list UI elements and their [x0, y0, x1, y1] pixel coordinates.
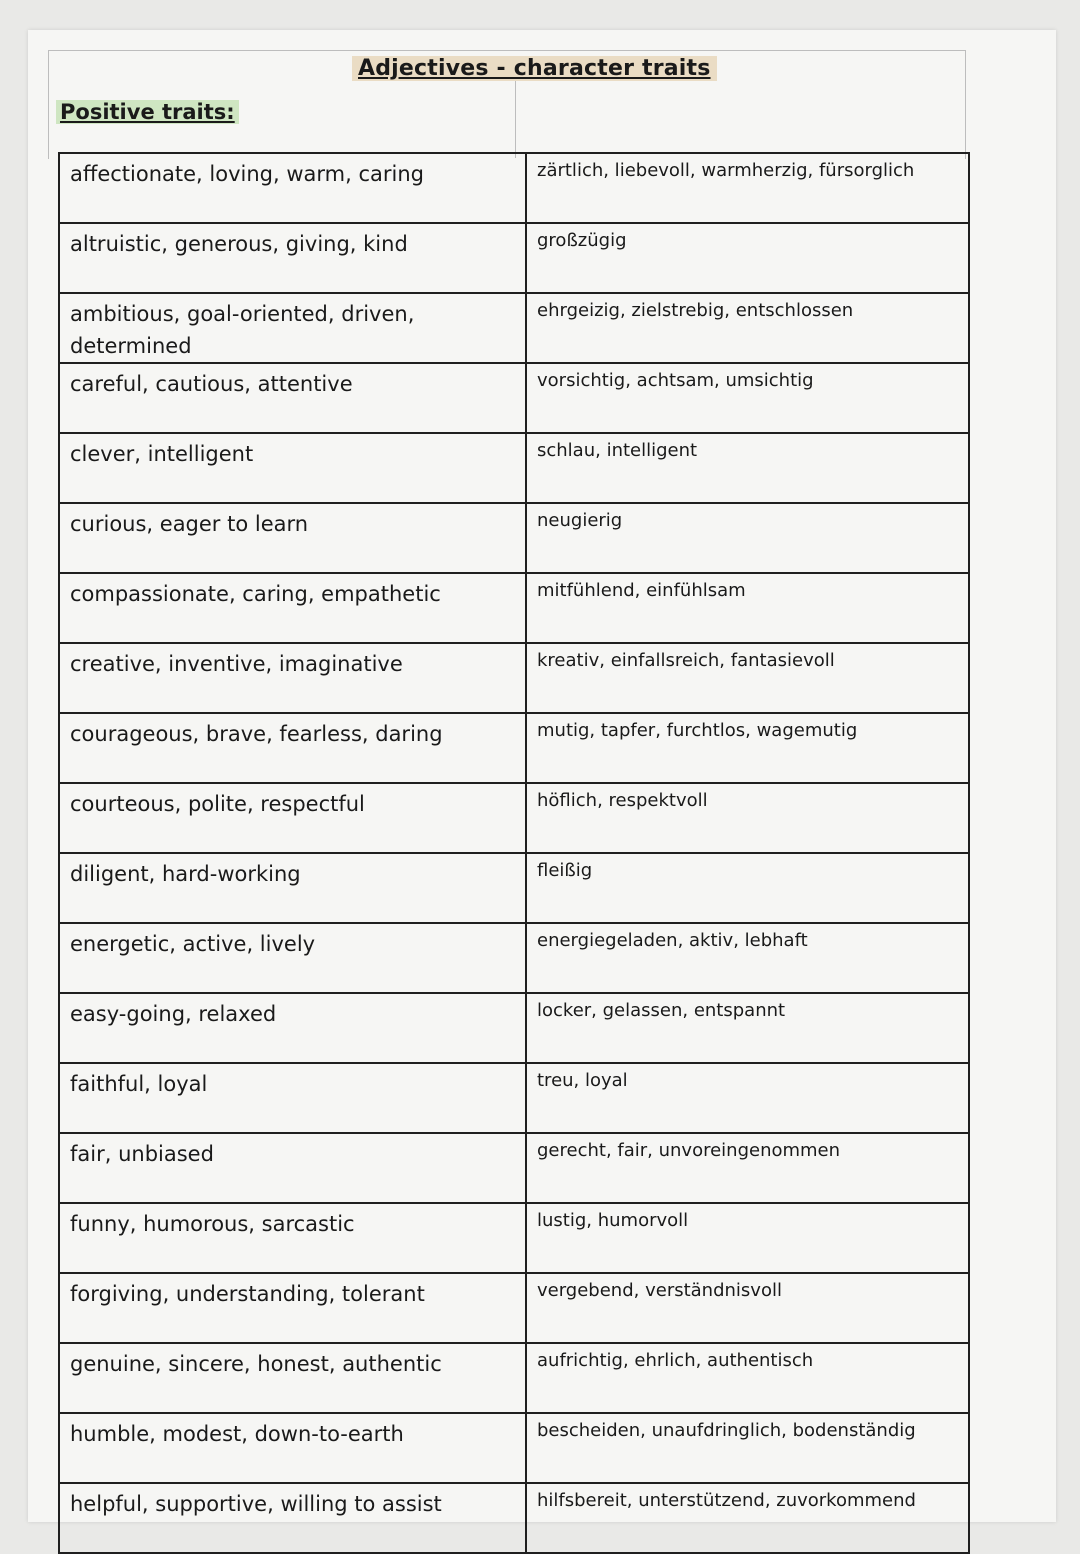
german-translation: fleißig: [526, 853, 969, 923]
german-translation: energiegeladen, aktiv, lebhaft: [526, 923, 969, 993]
english-term: fair, unbiased: [59, 1133, 526, 1203]
english-term: genuine, sincere, honest, authentic: [59, 1343, 526, 1413]
table-row: [59, 1343, 969, 1413]
english-term: compassionate, caring, empathetic: [59, 573, 526, 643]
german-translation: gerecht, fair, unvoreingenommen: [526, 1133, 969, 1203]
table-row: [59, 783, 969, 853]
table-row: [59, 293, 969, 363]
german-translation: locker, gelassen, entspannt: [526, 993, 969, 1063]
german-translation: ehrgeizig, zielstrebig, entschlossen: [526, 293, 969, 363]
english-term: energetic, active, lively: [59, 923, 526, 993]
english-term: affectionate, loving, warm, caring: [59, 153, 526, 223]
german-translation: mitfühlend, einfühlsam: [526, 573, 969, 643]
english-term: curious, eager to learn: [59, 503, 526, 573]
german-translation: vergebend, verständnisvoll: [526, 1273, 969, 1343]
english-term: ambitious, goal-oriented, driven, determined: [59, 293, 526, 363]
german-translation: großzügig: [526, 223, 969, 293]
german-translation: kreativ, einfallsreich, fantasievoll: [526, 643, 969, 713]
table-row: [59, 853, 969, 923]
table-row: [59, 503, 969, 573]
table-row: [59, 1133, 969, 1203]
english-term: easy-going, relaxed: [59, 993, 526, 1063]
english-term: faithful, loyal: [59, 1063, 526, 1133]
table-row: [59, 713, 969, 783]
vocabulary-table: [58, 152, 970, 1554]
table-row: [59, 1413, 969, 1483]
english-term: creative, inventive, imaginative: [59, 643, 526, 713]
table-row: [59, 1273, 969, 1343]
table-row: [59, 993, 969, 1063]
english-term: humble, modest, down-to-earth: [59, 1413, 526, 1483]
english-term: helpful, supportive, willing to assist: [59, 1483, 526, 1553]
german-translation: schlau, intelligent: [526, 433, 969, 503]
table-row: [59, 573, 969, 643]
page-title: Adjectives - character traits: [352, 56, 717, 81]
german-translation: höflich, respektvoll: [526, 783, 969, 853]
table-row: [59, 223, 969, 293]
english-term: careful, cautious, attentive: [59, 363, 526, 433]
section-heading: Positive traits:: [56, 100, 239, 124]
english-term: clever, intelligent: [59, 433, 526, 503]
table-row: [59, 923, 969, 993]
german-translation: lustig, humorvoll: [526, 1203, 969, 1273]
english-term: diligent, hard-working: [59, 853, 526, 923]
table-row: [59, 363, 969, 433]
table-row: [59, 153, 969, 223]
german-translation: treu, loyal: [526, 1063, 969, 1133]
german-translation: hilfsbereit, unterstützend, zuvorkommend: [526, 1483, 969, 1553]
table-row: [59, 1063, 969, 1133]
english-term: forgiving, understanding, tolerant: [59, 1273, 526, 1343]
german-translation: bescheiden, unaufdringlich, bodenständig: [526, 1413, 969, 1483]
german-translation: zärtlich, liebevoll, warmherzig, fürsorglich: [526, 153, 969, 223]
table-row: [59, 433, 969, 503]
english-term: courteous, polite, respectful: [59, 783, 526, 853]
english-term: funny, humorous, sarcastic: [59, 1203, 526, 1273]
german-translation: aufrichtig, ehrlich, authentisch: [526, 1343, 969, 1413]
table-row: [59, 1483, 969, 1553]
german-translation: neugierig: [526, 503, 969, 573]
english-term: courageous, brave, fearless, daring: [59, 713, 526, 783]
table-row: [59, 1203, 969, 1273]
english-term: altruistic, generous, giving, kind: [59, 223, 526, 293]
german-translation: vorsichtig, achtsam, umsichtig: [526, 363, 969, 433]
german-translation: mutig, tapfer, furchtlos, wagemutig: [526, 713, 969, 783]
table-row: [59, 643, 969, 713]
